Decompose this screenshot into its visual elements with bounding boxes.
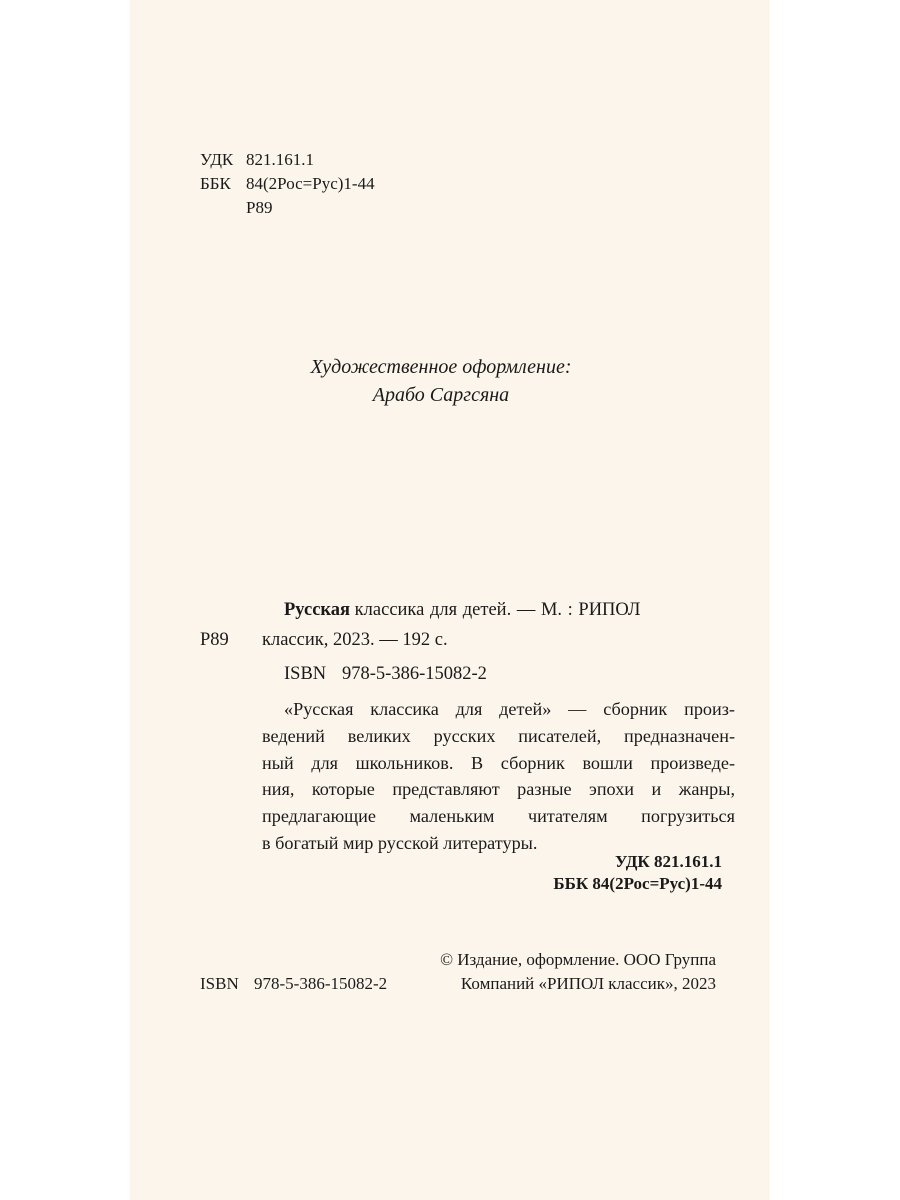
catalog-bbk-footer: ББК 84(2Рос=Рус)1-44 xyxy=(553,874,722,893)
annotation-line: ведений великих русских писателей, предназначен- xyxy=(262,725,735,746)
footer-isbn-label: ISBN xyxy=(200,974,239,993)
annotation xyxy=(262,696,735,857)
book-page xyxy=(130,0,770,1200)
catalog-title-rest: классика для детей. — М. : РИПОЛ xyxy=(354,600,641,620)
author-mark: Р89 xyxy=(246,198,273,217)
catalog-title xyxy=(284,600,640,621)
credits-line-1: Художественное оформление: xyxy=(310,356,572,378)
footer-isbn-value: 978-5-386-15082-2 xyxy=(254,974,388,993)
copyright-line-2: Компаний «РИПОЛ классик», 2023 xyxy=(460,974,716,993)
catalog-udk-footer: УДК 821.161.1 xyxy=(614,852,722,871)
annotation-line: предлагающие маленьким читателям погрузиться xyxy=(262,806,735,827)
catalog-isbn-value: 978-5-386-15082-2 xyxy=(342,664,487,684)
bbk-value: 84(2Рос=Рус)1-44 xyxy=(246,174,375,193)
annotation-line: в богатый мир русской литературы. xyxy=(262,832,538,853)
catalog-line-2: классик, 2023. — 192 с. xyxy=(262,630,448,650)
udk-label: УДК xyxy=(200,150,234,169)
bbk-label: ББК xyxy=(200,174,231,193)
annotation-line: «Русская классика для детей» — сборник произ- xyxy=(284,699,735,719)
catalog-title-bold: Русская xyxy=(284,600,351,620)
udk-value: 821.161.1 xyxy=(246,150,314,169)
catalog-isbn-label: ISBN xyxy=(284,664,327,684)
catalog-mark: Р89 xyxy=(200,630,229,650)
annotation-line: ния, которые представляют разные эпохи и жанры, xyxy=(262,779,735,800)
copyright-line-1: © Издание, оформление. ООО Группа xyxy=(440,950,716,969)
annotation-line: ный для школьников. В сборник вошли произведе- xyxy=(262,752,735,773)
credits-line-2: Арабо Саргсяна xyxy=(372,384,510,406)
